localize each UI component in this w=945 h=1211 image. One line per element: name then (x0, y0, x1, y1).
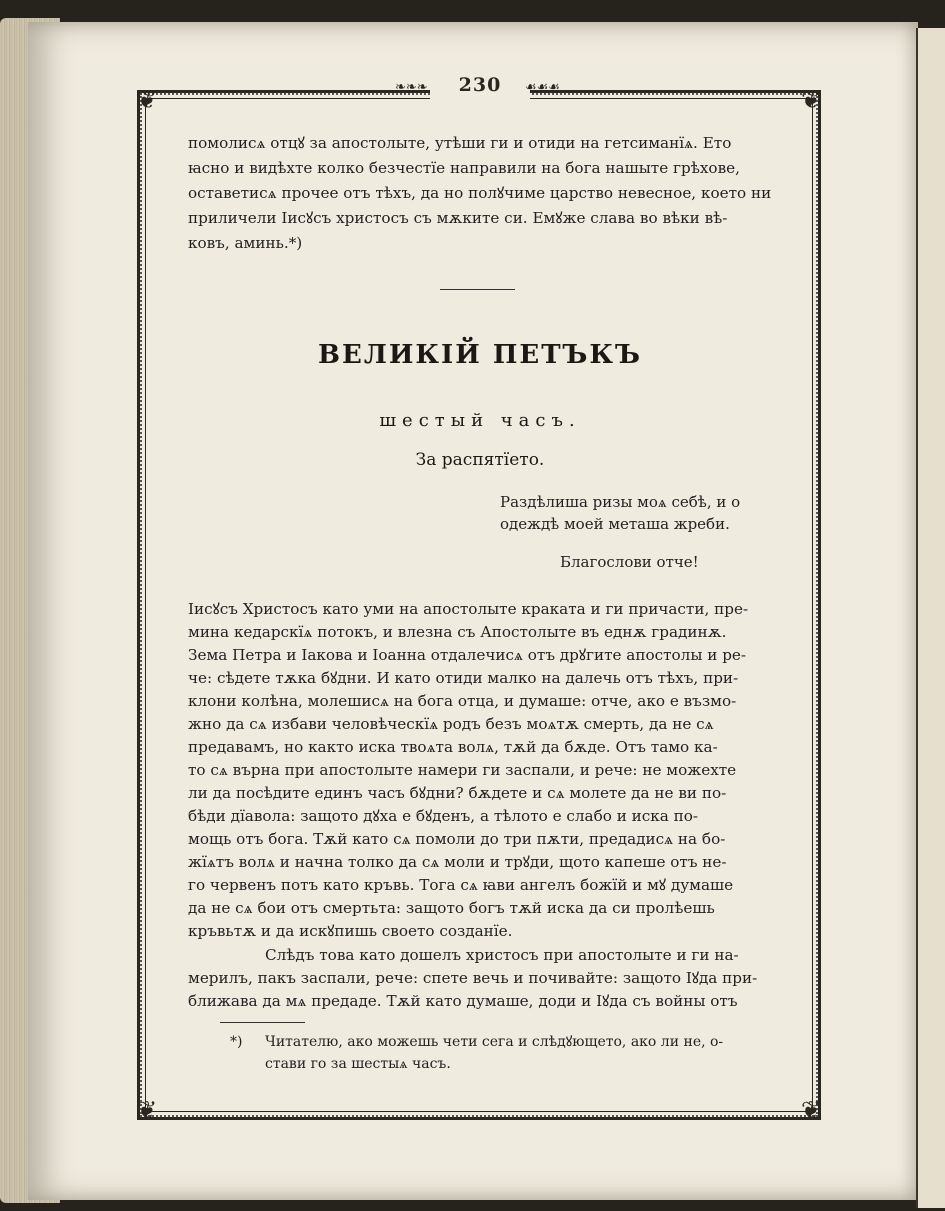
footnote-marker: *) (230, 1034, 243, 1050)
body-line: жїѧтъ волѧ и начна толко да сѧ моли и трꙋди, щото капеше отъ не- (188, 853, 727, 871)
corner-ornament-icon: ❦ (136, 86, 158, 114)
intro-line: приличели Іисꙋсъ христосъ съ мѫките си. Емꙋже слава во вѣки вѣ- (188, 209, 728, 227)
footnote-divider (220, 1022, 305, 1023)
intro-line: помолисѧ отцꙋ за апостолыте, утѣши ги и отиди на гетсиманїѧ. Ето (188, 134, 732, 152)
body-line: предавамъ, но както иска твоѧта волѧ, тѫй да бѫде. Отъ тамо ка- (188, 738, 718, 756)
body-line: да не сѧ бои отъ смертьта: защото богъ тѫй иска да си пролѣешь (188, 899, 715, 917)
corner-ornament-icon: ❦ (136, 1096, 158, 1124)
intro-line: ꙗсно и видѣхте колко безчестїе направили на бога нашыте грѣхове, (188, 159, 740, 177)
body-line: кръвьтѫ и да искꙋпишь своето созданїе. (188, 922, 513, 940)
header-ornament-left-icon: ❧❧❧ (395, 80, 428, 95)
body-line: то сѧ върна при апостолыте намери ги заспали, и рече: не можехте (188, 761, 737, 779)
intro-line: оставетисѧ прочее отъ тѣхъ, да но полꙋчиме царство невесное, което ни (188, 184, 772, 202)
corner-ornament-icon: ❦ (800, 1096, 822, 1124)
header-ornament-right-icon: ☙☙☙ (525, 80, 560, 95)
body-line: Зема Петра и Іакова и Іоанна отдалечисѧ отъ дрꙋгите апостолы и ре- (188, 646, 747, 664)
adjacent-page-edge (916, 28, 945, 1208)
body-line: мощь отъ бога. Тѫй като сѧ помоли до три пѫти, предадисѧ на бо- (188, 830, 726, 848)
body-line: Слѣдъ това като дошелъ христосъ при апостолыте и ги на- (265, 946, 739, 964)
page-number: 230 (430, 74, 530, 100)
blessing-line: Благослови отче! (560, 553, 699, 571)
body-line: го червенъ потъ като кръвь. Тога сѧ ꙗви ангелъ божїй и мꙋ думаше (188, 876, 734, 894)
body-line: жно да сѧ избави человѣческїѧ родъ безъ моѧтѫ смерть, да не сѧ (188, 715, 714, 733)
section-divider (440, 289, 515, 290)
body-line: бѣди дїавола: защото дꙋха е бꙋденъ, а тѣлото е слабо и иска по- (188, 807, 699, 825)
body-line: Іисꙋсъ Христосъ като уми на апостолыте краката и ги причасти, пре- (188, 600, 749, 618)
section-subtitle: шестый часъ. (379, 410, 581, 431)
intro-line: ковъ, аминь.*) (188, 234, 303, 252)
section-title: ВЕЛИКІЙ ПЕТЪКЪ (318, 340, 642, 370)
body-line: ли да посѣдите единъ часъ бꙋдни? бѫдете и сѧ молете да не ви по- (188, 784, 727, 802)
body-line: че: сѣдете тѫка бꙋдни. И като отиди малко на далечь отъ тѣхъ, при- (188, 669, 739, 687)
body-line: клони колѣна, молешисѧ на бога отца, и думаше: отче, ако е възмо- (188, 692, 737, 710)
corner-ornament-icon: ❦ (800, 86, 822, 114)
body-line: ближава да мѧ предаде. Тѫй като думаше, доди и Іꙋда съ войны отъ (188, 992, 738, 1010)
body-line: мерилъ, пакъ заспали, рече: спете вечь и почивайте: защото Іꙋда при- (188, 969, 758, 987)
footnote-line: стави го за шестыѧ часъ. (265, 1056, 451, 1072)
footnote-line: Читателю, ако можешь чети сега и слѣдꙋющето, ако ли не, о- (265, 1034, 724, 1050)
epigraph-line: одеждѣ моей меташа жреби. (500, 515, 730, 533)
section-subtitle-2: За распятїето. (415, 450, 545, 470)
body-line: мина кедарскїѧ потокъ, и влезна съ Апостолыте въ еднѫ градинѫ. (188, 623, 727, 641)
epigraph-line: Раздѣлиша ризы моѧ себѣ, и о (500, 493, 741, 511)
